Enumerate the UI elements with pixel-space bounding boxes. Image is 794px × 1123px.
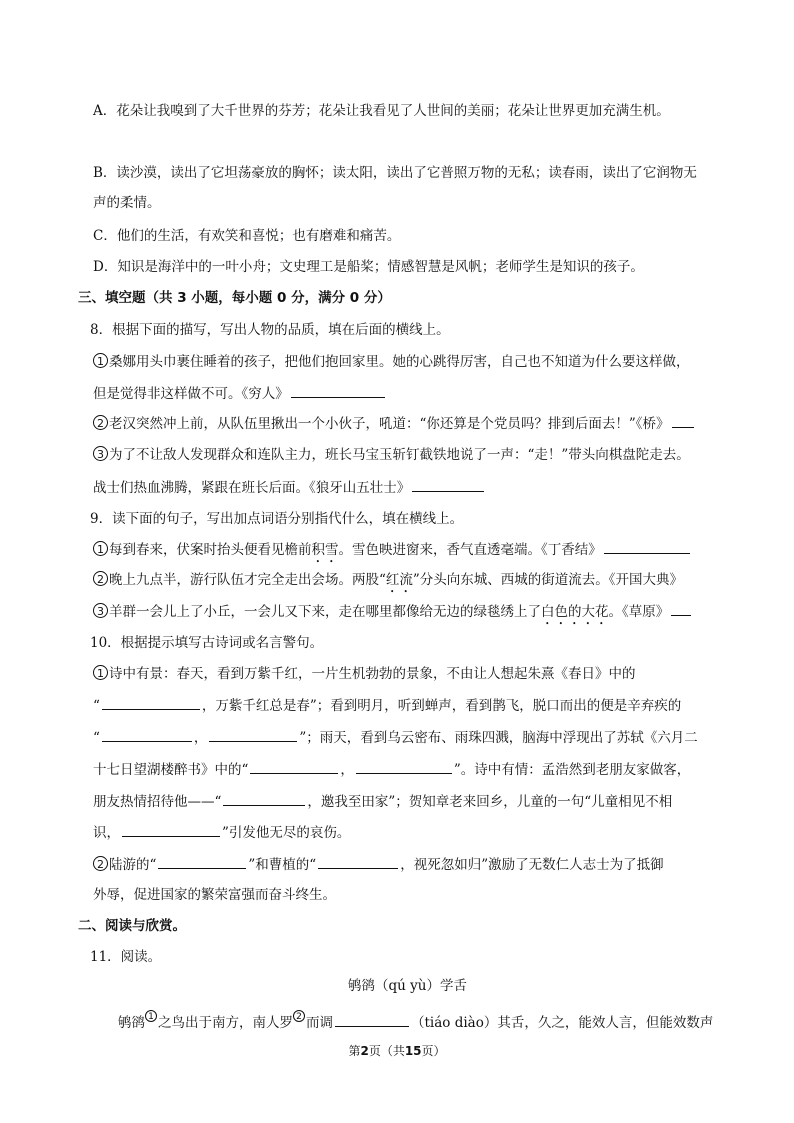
circled-number: 3 [93,446,108,461]
circled-number: 3 [93,603,108,618]
circled-number: 1 [93,665,108,680]
option-a: A．花朵让我嗅到了大千世界的芬芳；花朵让我看见了人世间的美丽；花朵让世界更加充满生机。 [93,103,670,119]
answer-blank[interactable] [318,854,398,869]
q10-p1-line3: “ ， ”；雨天，看到乌云密布、雨珠四溅，脑海中浮现出了苏轼《六月二 [93,727,698,748]
answer-blank[interactable] [671,601,691,616]
answer-blank[interactable] [122,822,220,837]
page-footer: 第2页（共15页） [348,1044,446,1058]
option-d: D．知识是海洋中的一叶小舟；文史理工是船桨；情感智慧是风帆；老师学生是知识的孩子。 [93,259,644,275]
q10-p1-line1: 1 诗中有景：春天，看到万紫千红，一片生机勃勃的景象，不由让人想起朱熹《春日》中的 [93,664,636,684]
answer-blank[interactable] [158,854,246,869]
circled-number: 2 [93,415,108,430]
passage-line1: 鸲鹆 $^1$ 之鸟出于南方，南人罗 $^2$ 而调 （tiáo diào）其舌，久之，能效人言，但能效数声 [118,1012,714,1031]
q10-p1-line4: 十七日望湖楼醉书》中的“ ， ”。诗中有情：孟浩然到老朋友家做客， [93,759,690,780]
q9-item1: 1 每到春来，伏案时抬头便看见檐前积雪。雪色映进窗来，香气直透毫端。《丁香结》 [93,539,692,566]
q10-p2-line1: 2 陆游的“ ”和曹植的“ ，视死忽如归”激励了无数仁人志士为了抵御 [93,854,664,875]
dotted-word: 红流 [385,572,413,588]
q10-p1-line2: “ ，万紫千红总是春”；看到明月，听到蝉声，看到鹊飞，脱口而出的便是辛弃疾的 [93,695,681,716]
circled-number: 1 [93,353,108,368]
q9-item3: 3 羊群一会儿上了小丘，一会儿又下来，走在哪里都像给无边的绿毯绣上了白色的大花。《草原》 [93,601,693,628]
option-c: C．他们的生活，有欢笑和喜悦；也有磨难和痛苦。 [93,228,401,244]
option-b-line1: B．读沙漠，读出了它坦荡豪放的胸怀；读太阳，读出了它普照万物的无私；读春雨，读出了它润物无 [93,165,697,181]
answer-blank[interactable] [209,727,297,742]
q10-stem: 10．根据提示填写古诗词或名言警句。 [90,635,324,651]
answer-blank[interactable] [250,759,338,774]
q11-stem: 11．阅读。 [90,949,162,965]
circled-number: 2 [93,571,108,586]
q8-item2: 2 老汉突然冲上前，从队伍里揪出一个小伙子，吼道：“你还算是个党员吗？排到后面去！”《桥》 [93,413,696,434]
q10-p1-line5: 朋友热情招待他——“ ，邀我至田家”；贺知章老来回乡，儿童的一句“儿童相见不相 [93,791,672,812]
answer-blank[interactable] [604,539,690,554]
total-pages: 15 [404,1044,422,1058]
section2-heading: 二、阅读与欣赏。 [78,918,186,934]
option-b-line2: 声的柔情。 [93,195,161,211]
passage-title: 鸲鹆（qú yù）学舌 [348,978,467,994]
q10-p2-line2: 外辱，促进国家的繁荣富强而奋斗终生。 [93,887,336,903]
answer-blank[interactable] [102,695,200,710]
answer-blank[interactable] [291,383,385,398]
answer-blank[interactable] [412,477,484,492]
dotted-word: 积雪 [311,542,339,558]
q8-item1-line2: 但是觉得非这样做不可。《穷人》 [93,383,387,404]
answer-blank[interactable] [223,791,305,806]
q8-item3-line1: 3 为了不让敌人发现群众和连队主力，班长马宝玉斩钉截铁地说了一声：“走！”带头向棋盘陀走去。 [93,445,690,465]
circled-number: 1 [93,541,108,556]
q8-item3-line2: 战士们热血沸腾，紧跟在班长后面。《狼牙山五壮士》 [93,477,486,498]
dotted-word: 白色的大花 [541,604,609,620]
q8-stem: 8．根据下面的描写，写出人物的品质，填在后面的横线上。 [90,322,450,338]
q9-item2: 2 晚上九点半，游行队伍才完全走出会场。两股“红流”分头向东城、西城的街道流去。《开国大典》 [93,570,683,596]
circled-number: 2 [93,856,108,871]
answer-blank[interactable] [672,413,694,428]
q10-p1-line6: 识， ”引发他无尽的哀伤。 [93,822,350,843]
answer-blank[interactable] [335,1012,409,1027]
q9-stem: 9．读下面的句子，写出加点词语分别指代什么，填在横线上。 [90,511,464,527]
section3-heading: 三、填空题（共 3 小题，每小题 0 分，满分 0 分） [78,290,391,306]
answer-blank[interactable] [102,727,192,742]
footnote-mark: 1 [145,1010,157,1022]
answer-blank[interactable] [356,759,452,774]
page-number: 2 [360,1044,369,1058]
q8-item1-line1: 1 桑娜用头巾裹住睡着的孩子，把他们抱回家里。她的心跳得厉害，自己也不知道为什么要这样做， [93,352,690,372]
footnote-mark: 2 [293,1010,305,1022]
